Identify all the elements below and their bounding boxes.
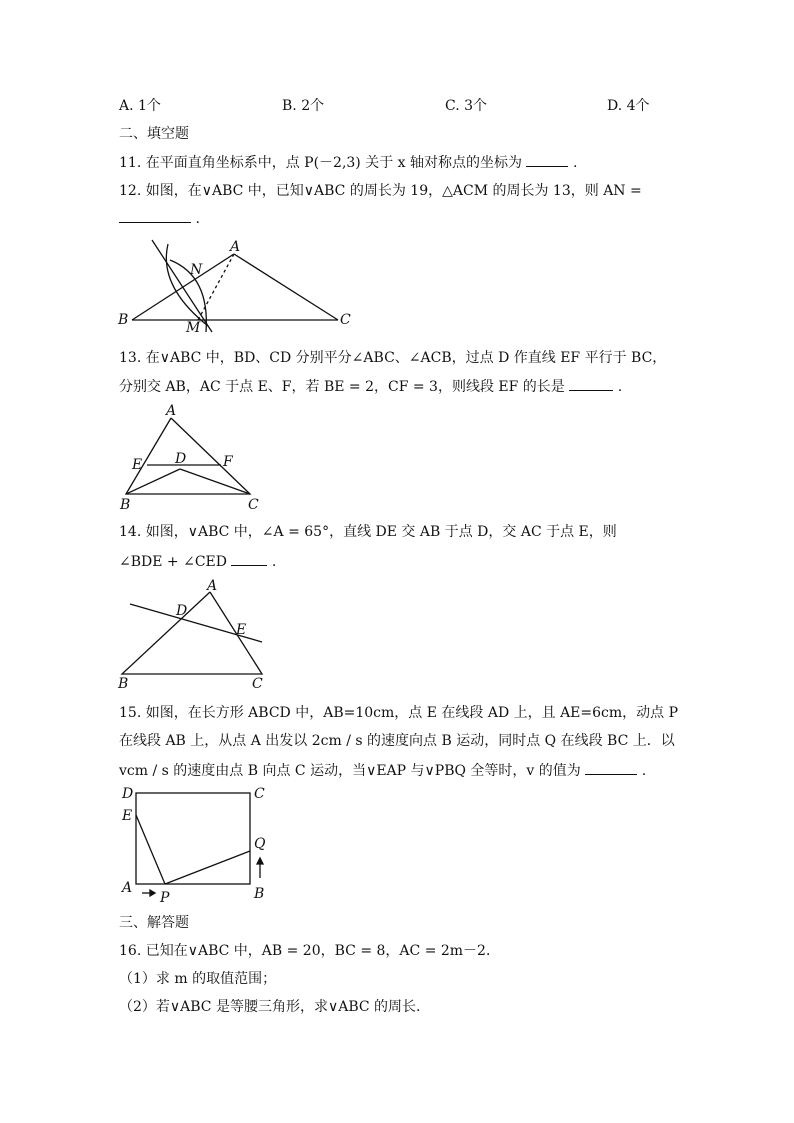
q14-period: . — [271, 554, 277, 570]
segment-cd — [180, 469, 250, 494]
option-c: C. 3个 — [445, 98, 488, 114]
segment-ep — [136, 815, 165, 884]
question-13-line2 — [119, 376, 622, 397]
label-a: A — [122, 880, 133, 896]
label-c: C — [248, 497, 259, 512]
option-b: B. 2个 — [282, 98, 325, 114]
section-heading-fill-in: 二、填空题 — [119, 126, 189, 142]
q15-period: . — [641, 763, 647, 779]
label-c: C — [254, 786, 265, 802]
label-e: E — [122, 808, 133, 824]
q12-period: . — [195, 211, 200, 227]
label-a: A — [207, 578, 218, 594]
label-d: D — [122, 786, 134, 802]
option-d: D. 4个 — [607, 98, 650, 114]
section-heading-solutions: 三、解答题 — [119, 915, 189, 931]
segment-pq — [165, 851, 250, 884]
q11-text: 11. 在平面直角坐标系中，点 P(－2,3) 关于 x 轴对称点的坐标为 — [119, 155, 523, 171]
q11-answer-blank — [526, 152, 568, 167]
question-15-line3 — [119, 760, 646, 781]
q14-answer-blank — [231, 551, 267, 566]
label-b: B — [254, 886, 265, 902]
label-n: N — [190, 262, 203, 278]
label-d: D — [176, 603, 188, 619]
q13-period: . — [617, 379, 623, 395]
label-b: B — [118, 312, 129, 328]
label-c: C — [340, 312, 351, 328]
label-a: A — [166, 403, 177, 419]
question-16: 16. 已知在∨ABC 中，AB = 20，BC = 8，AC = 2m－2． — [119, 943, 500, 959]
q15-text: vcm / s 的速度由点 B 向点 C 运动，当∨EAP 与∨PBQ 全等时，v 的值为 — [119, 763, 581, 779]
question-14-line1: 14. 如图，∨ABC 中，∠A = 65°，直线 DE 交 AB 于点 D，交 AC 于点 E，则 — [119, 524, 617, 540]
label-q: Q — [254, 836, 266, 852]
figure-13 — [112, 402, 272, 512]
question-15-line1: 15. 如图，在长方形 ABCD 中，AB=10cm，点 E 在线段 AD 上，且 AE=6cm，动点 P — [119, 705, 679, 721]
question-15-line2: 在线段 AB 上，从点 A 出发以 2cm / s 的速度向点 B 运动，同时点 Q 在线段 BC 上．以 — [119, 733, 675, 749]
q14-text: ∠BDE + ∠CED — [119, 554, 227, 570]
q11-period: . — [572, 155, 578, 171]
question-13-line1: 13. 在∨ABC 中，BD、CD 分别平分∠ABC、∠ACB，过点 D 作直线 EF 平行于 BC， — [119, 350, 667, 366]
label-b: B — [118, 676, 129, 691]
question-16-part-2: （2）若∨ABC 是等腰三角形，求∨ABC 的周长. — [119, 999, 421, 1015]
label-e: E — [132, 457, 143, 473]
label-d: D — [175, 451, 187, 467]
segment-ac — [234, 254, 338, 320]
q13-text: 分别交 AB，AC 于点 E、F，若 BE = 2，CF = 3，则线段 EF 的长是 — [119, 379, 565, 395]
segment-am-dashed — [198, 254, 234, 320]
label-f: F — [223, 454, 233, 470]
arrow-q-head — [257, 858, 263, 864]
q12-blank-line — [119, 208, 200, 229]
figure-15 — [112, 783, 282, 908]
perpendicular-bisector — [152, 240, 212, 332]
figure-12 — [110, 236, 360, 336]
q13-answer-blank — [569, 376, 613, 391]
option-a: A. 1个 — [119, 98, 161, 114]
figure-14 — [112, 576, 272, 691]
label-e: E — [236, 622, 247, 638]
label-b: B — [120, 497, 131, 512]
q12-answer-blank — [119, 208, 191, 223]
question-14-line2 — [119, 551, 276, 572]
rectangle-abcd — [136, 793, 250, 884]
question-11 — [119, 152, 577, 173]
label-c: C — [252, 676, 263, 691]
label-p: P — [160, 890, 170, 906]
label-m: M — [186, 320, 201, 336]
arrow-p-head — [150, 890, 155, 896]
question-12: 12. 如图，在∨ABC 中，已知∨ABC 的周长为 19，△ACM 的周长为 13，则 AN = — [119, 183, 642, 199]
q15-answer-blank — [585, 760, 637, 775]
label-a: A — [230, 239, 241, 255]
question-16-part-1: （1）求 m 的取值范围； — [119, 971, 277, 987]
